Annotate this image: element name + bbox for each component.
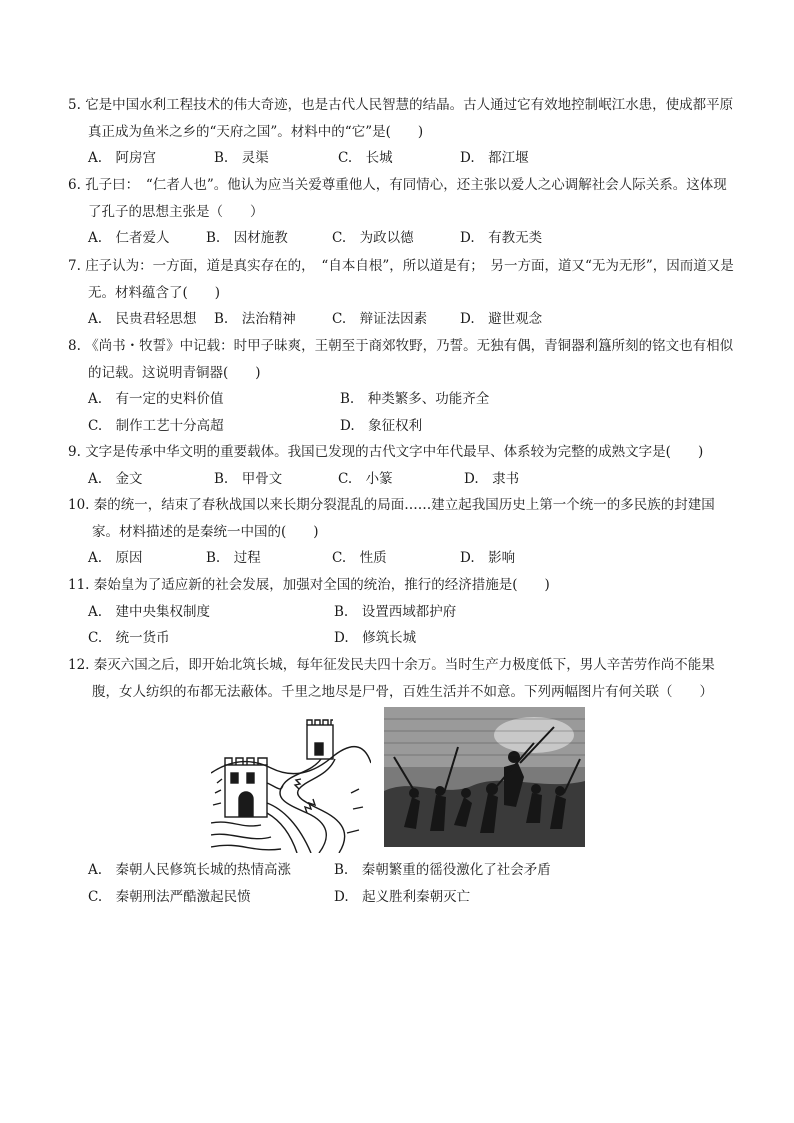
option-d[interactable]: D. 影响 bbox=[460, 550, 516, 566]
question-stem: 10. 秦的统一，结束了春秋战国以来长期分裂混乱的局面……建立起我国历史上第一个统一的多民族的封建国家。材料描述的是秦统一中国的( ) bbox=[68, 497, 715, 540]
question-10 bbox=[68, 492, 736, 572]
question-12 bbox=[68, 652, 736, 910]
option-a[interactable]: A. 仁者爱人 bbox=[88, 230, 170, 246]
option-a[interactable]: A. 原因 bbox=[88, 550, 143, 566]
options-row bbox=[68, 599, 736, 626]
option-c[interactable]: C. 秦朝刑法严酷激起民愤 bbox=[88, 888, 251, 905]
option-d[interactable]: D. 象征权利 bbox=[340, 417, 423, 434]
peasant-uprising-engraving bbox=[384, 707, 585, 847]
option-d[interactable]: D. 隶书 bbox=[464, 470, 520, 487]
option-d[interactable]: D. 有教无类 bbox=[460, 230, 543, 246]
question-9 bbox=[68, 439, 736, 492]
figure-row bbox=[68, 707, 736, 857]
question-stem: 8. 《尚书・牧誓》中记载：时甲子昧爽，王朝至于商郊牧野，乃誓。无独有偶，青铜器利簋所刻的铭文也有相似的记载。这说明青铜器( ) bbox=[68, 338, 734, 381]
option-c[interactable]: C. 长城 bbox=[338, 150, 393, 166]
question-stem: 6. 孔子曰： “仁者人也”。他认为应当关爱尊重他人，有同情心，还主张以爱人之心调解社会人际关系。这体现了孔子的思想主张是（ ） bbox=[68, 177, 727, 220]
question-stem: 12. 秦灭六国之后，即开始北筑长城，每年征发民夫四十余万。当时生产力极度低下，男人辛苦劳作尚不能果腹，女人纺织的布都无法蔽体。千里之地尽是尸骨，百姓生活并不如意。下列两幅图片有何关联（ ） bbox=[68, 657, 715, 700]
option-a[interactable]: A. 民贵君轻思想 bbox=[88, 311, 197, 327]
option-b[interactable]: B. 甲骨文 bbox=[214, 470, 283, 487]
option-b[interactable]: B. 种类繁多、功能齐全 bbox=[340, 391, 490, 407]
options-row bbox=[68, 466, 736, 493]
option-d[interactable]: D. 修筑长城 bbox=[334, 630, 417, 646]
question-stem: 11. 秦始皇为了适应新的社会发展，加强对全国的统治，推行的经济措施是( ) bbox=[68, 577, 550, 593]
options-row bbox=[68, 625, 736, 652]
option-b[interactable]: B. 法治精神 bbox=[214, 311, 296, 327]
question-stem: 9. 文字是传承中华文明的重要载体。我国已发现的古代文字中年代最早、体系较为完整的成熟文字是( ) bbox=[68, 444, 704, 460]
option-c[interactable]: C. 统一货币 bbox=[88, 630, 170, 646]
option-b[interactable]: B. 因材施教 bbox=[206, 230, 288, 246]
option-a[interactable]: A. 秦朝人民修筑长城的热情高涨 bbox=[88, 862, 292, 878]
option-d[interactable]: D. 都江堰 bbox=[460, 150, 529, 166]
option-c[interactable]: C. 制作工艺十分高超 bbox=[88, 417, 224, 434]
question-6 bbox=[68, 172, 736, 252]
option-c[interactable]: C. 性质 bbox=[332, 550, 387, 566]
options-row bbox=[68, 306, 736, 333]
options-row bbox=[68, 884, 736, 911]
options-row bbox=[68, 857, 736, 884]
options-row bbox=[68, 545, 736, 572]
question-5 bbox=[68, 92, 736, 172]
options-row bbox=[68, 413, 736, 440]
great-wall-illustration bbox=[211, 713, 371, 853]
option-a[interactable]: A. 金文 bbox=[88, 470, 143, 487]
option-a[interactable]: A. 阿房宫 bbox=[88, 150, 157, 166]
option-c[interactable]: C. 为政以德 bbox=[332, 230, 414, 246]
option-b[interactable]: B. 秦朝繁重的徭役激化了社会矛盾 bbox=[334, 862, 551, 878]
question-11 bbox=[68, 572, 736, 652]
option-c[interactable]: C. 小篆 bbox=[338, 470, 393, 487]
options-row bbox=[68, 225, 736, 252]
question-stem: 7. 庄子认为：一方面，道是真实存在的， “自本自根”，所以道是有； 另一方面，道又“无为无形”，因而道又是无。材料蕴含了( ) bbox=[68, 258, 734, 301]
options-row bbox=[68, 145, 736, 172]
question-7 bbox=[68, 253, 736, 333]
question-stem: 5. 它是中国水利工程技术的伟大奇迹，也是古代人民智慧的结晶。古人通过它有效地控制岷江水患，使成都平原真正成为鱼米之乡的“天府之国”。材料中的“它”是( ) bbox=[68, 97, 734, 140]
option-b[interactable]: B. 过程 bbox=[206, 550, 261, 566]
question-8 bbox=[68, 333, 736, 439]
option-c[interactable]: C. 辩证法因素 bbox=[332, 311, 428, 327]
option-b[interactable]: B. 设置西域都护府 bbox=[334, 603, 457, 620]
option-b[interactable]: B. 灵渠 bbox=[214, 150, 269, 166]
option-d[interactable]: D. 起义胜利秦朝灭亡 bbox=[334, 888, 471, 905]
option-d[interactable]: D. 避世观念 bbox=[460, 311, 543, 327]
option-a[interactable]: A. 建中央集权制度 bbox=[88, 603, 211, 620]
option-a[interactable]: A. 有一定的史料价值 bbox=[88, 391, 224, 407]
options-row bbox=[68, 386, 736, 413]
